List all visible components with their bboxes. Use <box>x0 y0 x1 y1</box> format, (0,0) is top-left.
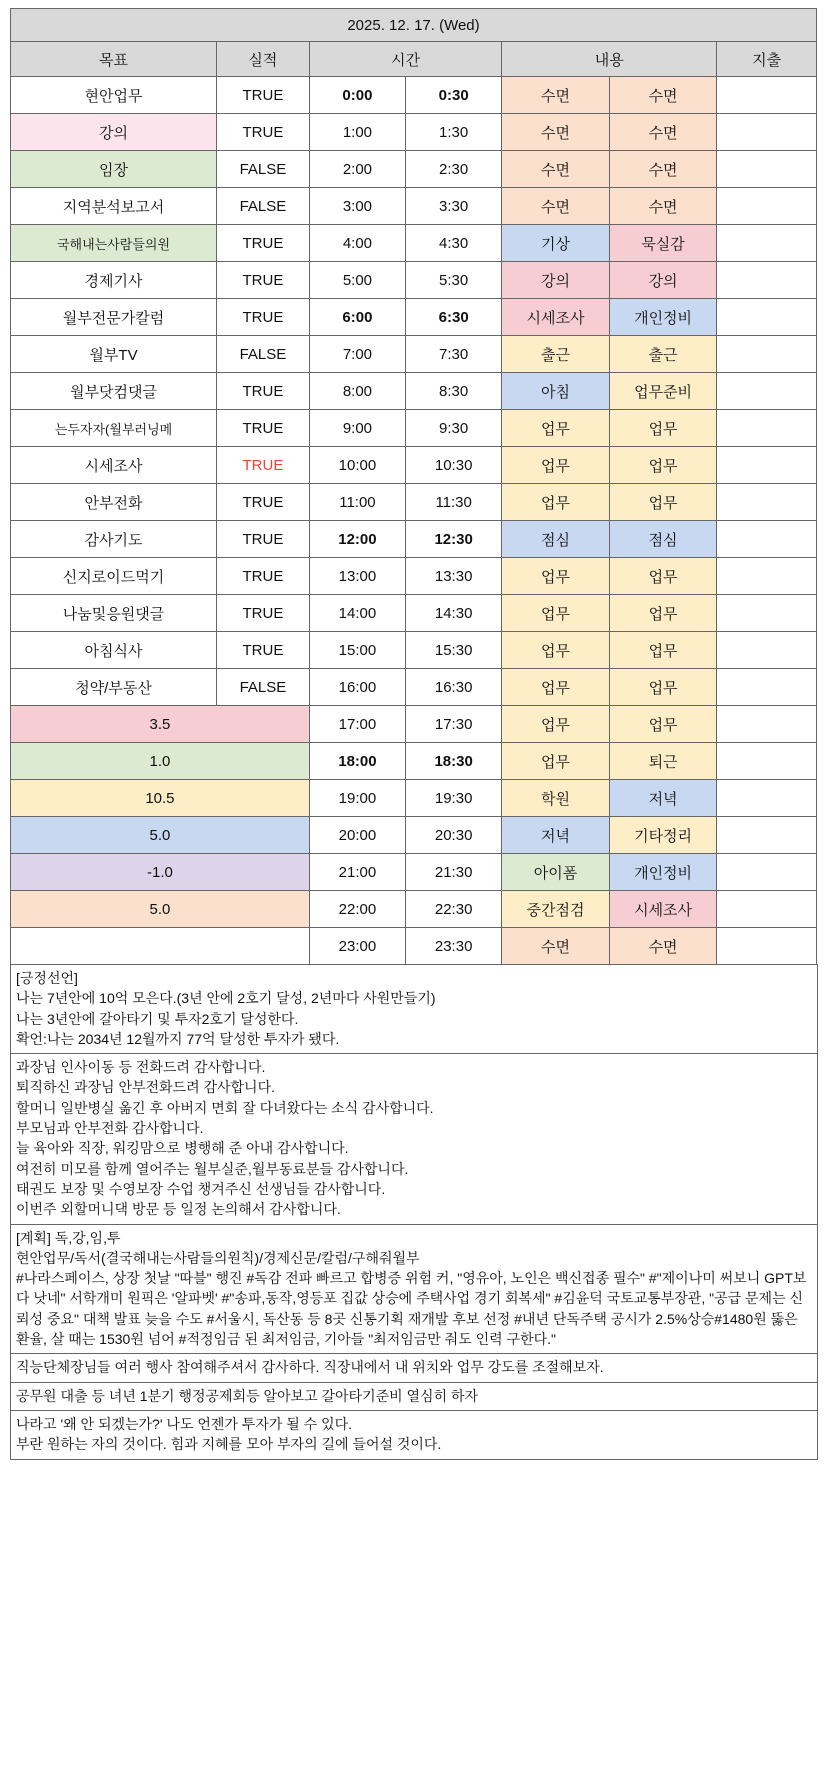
note-line: 부란 원하는 자의 것이다. 힘과 지혜를 모아 부자의 길에 들어설 것이다. <box>16 1436 442 1453</box>
notes-table <box>10 964 818 1460</box>
time-half-cell[interactable]: 17:30 <box>406 706 502 743</box>
goal-cell[interactable]: -1.0 <box>11 854 310 891</box>
time-start-cell[interactable]: 20:00 <box>309 817 405 854</box>
table-row <box>11 595 817 632</box>
time-half-cell[interactable]: 4:30 <box>406 225 502 262</box>
goal-cell[interactable]: 5.0 <box>11 817 310 854</box>
time-start-cell[interactable]: 5:00 <box>309 262 405 299</box>
table-row <box>11 299 817 336</box>
time-half-cell[interactable]: 6:30 <box>406 299 502 336</box>
spend-cell[interactable] <box>717 114 817 151</box>
actual-cell[interactable]: FALSE <box>217 669 310 706</box>
spend-cell[interactable] <box>717 188 817 225</box>
daily-schedule-table <box>10 8 817 965</box>
time-start-cell[interactable]: 22:00 <box>309 891 405 928</box>
goal-cell[interactable]: 3.5 <box>11 706 310 743</box>
time-half-cell[interactable]: 0:30 <box>406 77 502 114</box>
table-row <box>11 410 817 447</box>
note-line: 공무원 대출 등 녀년 1분기 행정공제회등 알아보고 갈아타기준비 열심히 하자 <box>16 1387 479 1404</box>
goal-cell[interactable]: 국해내는사람들의원 <box>11 225 217 262</box>
content-cell-second-half[interactable]: 기타정리 <box>609 817 717 854</box>
time-start-cell[interactable]: 7:00 <box>309 336 405 373</box>
time-half-cell[interactable]: 10:30 <box>406 447 502 484</box>
spend-cell[interactable] <box>717 595 817 632</box>
goal-cell[interactable]: 월부전문가칼럼 <box>11 299 217 336</box>
table-row <box>11 373 817 410</box>
spend-cell[interactable] <box>717 77 817 114</box>
note-cell[interactable] <box>11 965 818 1054</box>
content-cell-first-half[interactable]: 수면 <box>502 114 610 151</box>
spend-cell[interactable] <box>717 706 817 743</box>
actual-cell[interactable]: TRUE <box>217 262 310 299</box>
spend-cell[interactable] <box>717 484 817 521</box>
time-half-cell[interactable]: 2:30 <box>406 151 502 188</box>
content-cell-first-half[interactable]: 업무 <box>502 669 610 706</box>
note-cell[interactable] <box>11 1354 818 1382</box>
spend-cell[interactable] <box>717 410 817 447</box>
spend-cell[interactable] <box>717 447 817 484</box>
note-line: 퇴직하신 과장님 안부전화드려 감사합니다. <box>16 1079 275 1096</box>
spend-cell[interactable] <box>717 225 817 262</box>
note-cell[interactable] <box>11 1382 818 1410</box>
note-row <box>11 1382 818 1410</box>
header-time: 시간 <box>309 42 501 77</box>
time-start-cell[interactable]: 9:00 <box>309 410 405 447</box>
content-cell-second-half[interactable]: 업무 <box>609 632 717 669</box>
content-cell-second-half[interactable]: 업무 <box>609 706 717 743</box>
time-start-cell[interactable]: 12:00 <box>309 521 405 558</box>
time-half-cell[interactable]: 13:30 <box>406 558 502 595</box>
content-cell-second-half[interactable]: 업무 <box>609 447 717 484</box>
content-cell-first-half[interactable]: 기상 <box>502 225 610 262</box>
goal-cell[interactable]: 신지로이드먹기 <box>11 558 217 595</box>
actual-cell[interactable]: TRUE <box>217 299 310 336</box>
goal-cell[interactable]: 1.0 <box>11 743 310 780</box>
actual-cell[interactable]: TRUE <box>217 410 310 447</box>
content-cell-first-half[interactable]: 업무 <box>502 484 610 521</box>
actual-cell[interactable]: TRUE <box>217 77 310 114</box>
spend-cell[interactable] <box>717 743 817 780</box>
time-half-cell[interactable]: 5:30 <box>406 262 502 299</box>
goal-cell[interactable]: 는두자자(월부러닝메 <box>11 410 217 447</box>
table-row <box>11 558 817 595</box>
note-line: 부모님과 안부전화 감사합니다. <box>16 1120 204 1137</box>
time-start-cell[interactable]: 1:00 <box>309 114 405 151</box>
spend-cell[interactable] <box>717 151 817 188</box>
content-cell-second-half[interactable]: 업무 <box>609 410 717 447</box>
content-cell-first-half[interactable]: 아침 <box>502 373 610 410</box>
table-row <box>11 706 817 743</box>
table-row <box>11 780 817 817</box>
table-row <box>11 669 817 706</box>
note-line: 여전히 미모를 함께 열어주는 월부실준,월부동료분들 감사합니다. <box>16 1160 409 1177</box>
note-line: 현안업무/독서(결국해내는사람들의원칙)/경제신문/칼럼/구해줘월부 <box>16 1249 420 1266</box>
content-cell-first-half[interactable]: 업무 <box>502 410 610 447</box>
table-row <box>11 891 817 928</box>
content-cell-first-half[interactable]: 학원 <box>502 780 610 817</box>
time-half-cell[interactable]: 9:30 <box>406 410 502 447</box>
actual-cell[interactable]: TRUE <box>217 447 310 484</box>
goal-cell[interactable]: 강의 <box>11 114 217 151</box>
spend-cell[interactable] <box>717 373 817 410</box>
time-start-cell[interactable]: 4:00 <box>309 225 405 262</box>
note-line: 이번주 외할머니댁 방문 등 일정 논의해서 감사합니다. <box>16 1201 341 1218</box>
table-row <box>11 484 817 521</box>
table-row <box>11 817 817 854</box>
note-line: 나라고 '왜 안 되겠는가?' 나도 언젠가 투자가 될 수 있다. <box>16 1415 353 1432</box>
content-cell-second-half[interactable]: 수면 <box>609 151 717 188</box>
note-row <box>11 965 818 1054</box>
time-start-cell[interactable]: 16:00 <box>309 669 405 706</box>
goal-cell[interactable]: 나눔및응원댓글 <box>11 595 217 632</box>
table-row <box>11 262 817 299</box>
spend-cell[interactable] <box>717 854 817 891</box>
content-cell-first-half[interactable]: 중간점검 <box>502 891 610 928</box>
goal-cell[interactable]: 월부닷컴댓글 <box>11 373 217 410</box>
content-cell-second-half[interactable]: 출근 <box>609 336 717 373</box>
actual-cell[interactable]: TRUE <box>217 521 310 558</box>
time-start-cell[interactable]: 2:00 <box>309 151 405 188</box>
content-cell-first-half[interactable]: 출근 <box>502 336 610 373</box>
content-cell-first-half[interactable]: 점심 <box>502 521 610 558</box>
table-row <box>11 225 817 262</box>
goal-cell[interactable]: 5.0 <box>11 891 310 928</box>
goal-cell[interactable]: 아침식사 <box>11 632 217 669</box>
time-start-cell[interactable]: 3:00 <box>309 188 405 225</box>
content-cell-second-half[interactable]: 강의 <box>609 262 717 299</box>
content-cell-second-half[interactable]: 업무준비 <box>609 373 717 410</box>
table-row <box>11 928 817 965</box>
spend-cell[interactable] <box>717 891 817 928</box>
time-start-cell[interactable]: 10:00 <box>309 447 405 484</box>
actual-cell[interactable]: TRUE <box>217 114 310 151</box>
note-line: 할머니 일반병실 옮긴 후 아버지 면회 잘 다녀왔다는 소식 감사합니다. <box>16 1099 434 1116</box>
spend-cell[interactable] <box>717 299 817 336</box>
note-cell[interactable] <box>11 1054 818 1224</box>
time-start-cell[interactable]: 21:00 <box>309 854 405 891</box>
content-cell-second-half[interactable]: 저녁 <box>609 780 717 817</box>
time-half-cell[interactable]: 19:30 <box>406 780 502 817</box>
table-row <box>11 521 817 558</box>
actual-cell[interactable]: FALSE <box>217 188 310 225</box>
spend-cell[interactable] <box>717 669 817 706</box>
content-cell-first-half[interactable]: 강의 <box>502 262 610 299</box>
spend-cell[interactable] <box>717 521 817 558</box>
content-cell-first-half[interactable]: 업무 <box>502 743 610 780</box>
content-cell-second-half[interactable]: 시세조사 <box>609 891 717 928</box>
content-cell-second-half[interactable]: 퇴근 <box>609 743 717 780</box>
actual-cell[interactable]: TRUE <box>217 373 310 410</box>
goal-cell[interactable]: 10.5 <box>11 780 310 817</box>
content-cell-second-half[interactable]: 업무 <box>609 484 717 521</box>
note-line: 확언:나는 2034년 12월까지 77억 달성한 투자가 됐다. <box>16 1030 340 1047</box>
content-cell-first-half[interactable]: 업무 <box>502 447 610 484</box>
spend-cell[interactable] <box>717 262 817 299</box>
spend-cell[interactable] <box>717 928 817 965</box>
goal-cell[interactable] <box>11 928 310 965</box>
time-half-cell[interactable]: 18:30 <box>406 743 502 780</box>
sheet-title-row <box>11 9 817 42</box>
note-line: 태권도 보장 및 수영보장 수업 챙겨주신 선생님들 감사합니다. <box>16 1180 386 1197</box>
note-row <box>11 1224 818 1354</box>
time-start-cell[interactable]: 11:00 <box>309 484 405 521</box>
time-start-cell[interactable]: 0:00 <box>309 77 405 114</box>
content-cell-first-half[interactable]: 업무 <box>502 595 610 632</box>
actual-cell[interactable]: TRUE <box>217 632 310 669</box>
content-cell-first-half[interactable]: 업무 <box>502 706 610 743</box>
content-cell-first-half[interactable]: 업무 <box>502 558 610 595</box>
goal-cell[interactable]: 지역분석보고서 <box>11 188 217 225</box>
time-start-cell[interactable]: 6:00 <box>309 299 405 336</box>
content-cell-second-half[interactable]: 수면 <box>609 928 717 965</box>
content-cell-second-half[interactable]: 업무 <box>609 558 717 595</box>
goal-cell[interactable]: 안부전화 <box>11 484 217 521</box>
note-row <box>11 1410 818 1459</box>
note-line: 직능단체장님들 여러 행사 참여해주셔서 감사하다. 직장내에서 내 위치와 업무 강도를 조절해보자. <box>16 1359 604 1376</box>
time-start-cell[interactable]: 19:00 <box>309 780 405 817</box>
time-start-cell[interactable]: 17:00 <box>309 706 405 743</box>
content-cell-first-half[interactable]: 아이폼 <box>502 854 610 891</box>
time-start-cell[interactable]: 23:00 <box>309 928 405 965</box>
content-cell-second-half[interactable]: 수면 <box>609 77 717 114</box>
note-row <box>11 1054 818 1224</box>
actual-cell[interactable]: TRUE <box>217 484 310 521</box>
content-cell-first-half[interactable]: 수면 <box>502 928 610 965</box>
actual-cell[interactable]: FALSE <box>217 336 310 373</box>
table-row <box>11 743 817 780</box>
goal-cell[interactable]: 임장 <box>11 151 217 188</box>
time-half-cell[interactable]: 14:30 <box>406 595 502 632</box>
note-cell[interactable] <box>11 1224 818 1354</box>
sheet-header-row <box>11 42 817 77</box>
goal-cell[interactable]: 시세조사 <box>11 447 217 484</box>
content-cell-second-half[interactable]: 업무 <box>609 595 717 632</box>
content-cell-first-half[interactable]: 수면 <box>502 77 610 114</box>
header-content: 내용 <box>502 42 717 77</box>
note-cell[interactable] <box>11 1410 818 1459</box>
time-half-cell[interactable]: 12:30 <box>406 521 502 558</box>
time-half-cell[interactable]: 1:30 <box>406 114 502 151</box>
content-cell-first-half[interactable]: 수면 <box>502 188 610 225</box>
actual-cell[interactable]: FALSE <box>217 151 310 188</box>
time-half-cell[interactable]: 3:30 <box>406 188 502 225</box>
time-start-cell[interactable]: 13:00 <box>309 558 405 595</box>
note-line: 늘 육아와 직장, 워킹맘으로 병행해 준 아내 감사합니다. <box>16 1140 349 1157</box>
content-cell-first-half[interactable]: 업무 <box>502 632 610 669</box>
time-start-cell[interactable]: 14:00 <box>309 595 405 632</box>
time-half-cell[interactable]: 11:30 <box>406 484 502 521</box>
content-cell-second-half[interactable]: 개인정비 <box>609 854 717 891</box>
note-row <box>11 1354 818 1382</box>
header-actual: 실적 <box>217 42 310 77</box>
time-start-cell[interactable]: 8:00 <box>309 373 405 410</box>
spend-cell[interactable] <box>717 632 817 669</box>
goal-cell[interactable]: 감사기도 <box>11 521 217 558</box>
content-cell-first-half[interactable]: 저녁 <box>502 817 610 854</box>
content-cell-second-half[interactable]: 수면 <box>609 188 717 225</box>
note-line: #나라스페이스, 상장 첫날 "따블" 행진 #독감 전파 빠르고 합병증 위험 커, "영유아, 노인은 백신접종 필수" #"제이나미 써보니 GPT보다 낫네" 서학개미 원픽은 '알파벳' #"송파,동작,영등포 집값 상승에 주택사업 경기 회복세" #김윤덕 국토교통부장관, "공급 문제는 신뢰성 중요" 대책 발표 늦을 수도 #서울시, 독산동 등 8곳 신통기획 재개발 후보 선정 #내년 단독주택 공시가 2.5%상승#1480원 뚫은 환율, 살 때는 1530원 넘어 #적정임금 된 최저임금, 기아들 "최저임금만 줘도 인력 구한다." <box>16 1270 807 1348</box>
time-half-cell[interactable]: 8:30 <box>406 373 502 410</box>
content-cell-first-half[interactable]: 시세조사 <box>502 299 610 336</box>
spend-cell[interactable] <box>717 780 817 817</box>
note-line: 나는 3년안에 갈아타기 및 투자2호기 달성한다. <box>16 1010 299 1027</box>
content-cell-second-half[interactable]: 개인정비 <box>609 299 717 336</box>
table-row <box>11 188 817 225</box>
goal-cell[interactable]: 현안업무 <box>11 77 217 114</box>
table-row <box>11 632 817 669</box>
goal-cell[interactable]: 경제기사 <box>11 262 217 299</box>
spend-cell[interactable] <box>717 558 817 595</box>
goal-cell[interactable]: 청약/부동산 <box>11 669 217 706</box>
time-half-cell[interactable]: 21:30 <box>406 854 502 891</box>
sheet-title: 2025. 12. 17. (Wed) <box>11 9 817 42</box>
note-line: 나는 7년안에 10억 모은다.(3년 안에 2호기 달성, 2년마다 사원만들기) <box>16 990 436 1007</box>
actual-cell[interactable]: TRUE <box>217 225 310 262</box>
time-start-cell[interactable]: 15:00 <box>309 632 405 669</box>
table-row <box>11 447 817 484</box>
time-half-cell[interactable]: 7:30 <box>406 336 502 373</box>
header-goal: 목표 <box>11 42 217 77</box>
time-half-cell[interactable]: 23:30 <box>406 928 502 965</box>
spend-cell[interactable] <box>717 336 817 373</box>
actual-cell[interactable]: TRUE <box>217 595 310 632</box>
table-row <box>11 114 817 151</box>
goal-cell[interactable]: 월부TV <box>11 336 217 373</box>
table-row <box>11 854 817 891</box>
time-half-cell[interactable]: 20:30 <box>406 817 502 854</box>
content-cell-second-half[interactable]: 묵실감 <box>609 225 717 262</box>
time-half-cell[interactable]: 15:30 <box>406 632 502 669</box>
time-half-cell[interactable]: 16:30 <box>406 669 502 706</box>
content-cell-second-half[interactable]: 점심 <box>609 521 717 558</box>
table-row <box>11 151 817 188</box>
table-row <box>11 336 817 373</box>
actual-cell[interactable]: TRUE <box>217 558 310 595</box>
time-half-cell[interactable]: 22:30 <box>406 891 502 928</box>
spend-cell[interactable] <box>717 817 817 854</box>
content-cell-second-half[interactable]: 업무 <box>609 669 717 706</box>
note-line: 과장님 인사이동 등 전화드려 감사합니다. <box>16 1059 266 1076</box>
content-cell-second-half[interactable]: 수면 <box>609 114 717 151</box>
content-cell-first-half[interactable]: 수면 <box>502 151 610 188</box>
note-line: [계획] 독,강,임,투 <box>16 1229 121 1246</box>
header-spend: 지출 <box>717 42 817 77</box>
time-start-cell[interactable]: 18:00 <box>309 743 405 780</box>
table-row <box>11 77 817 114</box>
note-line: [긍정선언] <box>16 970 78 986</box>
